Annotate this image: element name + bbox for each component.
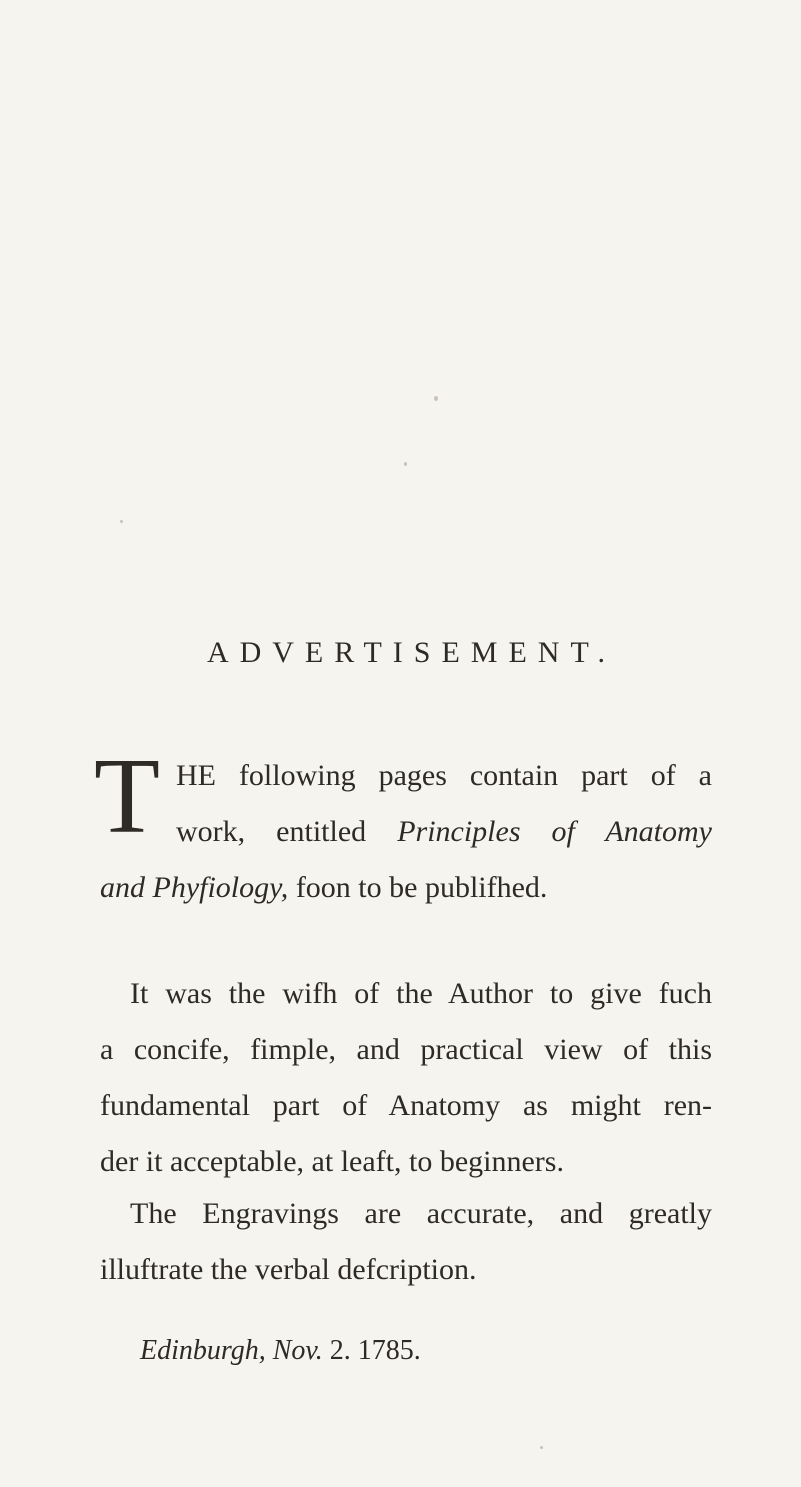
- paper-speck: [120, 520, 123, 523]
- dateline: [140, 1335, 421, 1367]
- text-line: [100, 860, 712, 916]
- dateline-date: 2. 1785.: [322, 1335, 421, 1366]
- text-line: [100, 804, 712, 860]
- paper-speck: [540, 1446, 543, 1449]
- text-fragment: foon to be publifhed.: [288, 871, 548, 904]
- paragraph-engravings: [100, 1186, 712, 1298]
- text-line: HE following pages contain part of a: [175, 759, 712, 792]
- text-line: The Engravings are accurate, and greatly: [130, 1197, 712, 1230]
- paragraph-intro: [94, 737, 712, 916]
- text-line: illuftrate the verbal defcription.: [100, 1253, 477, 1286]
- dateline-month: Nov.: [272, 1335, 323, 1366]
- paper-speck: [404, 462, 407, 466]
- drop-cap: T: [94, 737, 160, 856]
- text-line: a concife, fimple, and practical view of this: [100, 1033, 712, 1066]
- paper-speck: [434, 396, 438, 401]
- text-fragment: work, entitled: [175, 815, 398, 848]
- text-line: der it acceptable, at leaft, to beginners.: [100, 1145, 564, 1178]
- paragraph-author-wish: [100, 966, 712, 1190]
- text-line: It was the wifh of the Author to give fuch: [130, 977, 712, 1010]
- page-heading: ADVERTISEMENT.: [206, 636, 617, 669]
- book-title-fragment: and Phyfiology,: [100, 871, 289, 904]
- book-title-fragment: Principles of Anatomy: [397, 815, 712, 848]
- dateline-place: Edinburgh,: [140, 1335, 266, 1366]
- text-line: fundamental part of Anatomy as might ren-: [100, 1089, 712, 1122]
